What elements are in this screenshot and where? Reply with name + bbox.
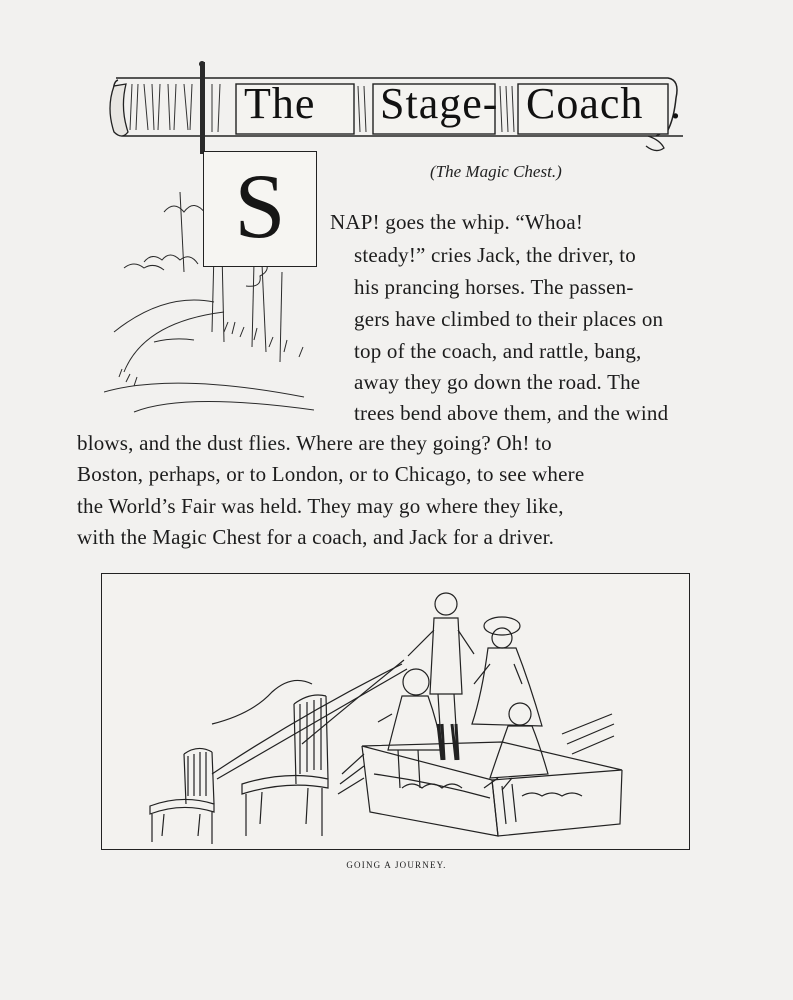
text-line: blows, and the dust flies. Where are they going? Oh! to — [77, 431, 552, 455]
title-word-the: The — [244, 79, 316, 128]
banner-pole — [200, 62, 205, 154]
text-line: the World’s Fair was held. They may go where they like, — [77, 494, 564, 518]
text-line: steady!” cries Jack, the driver, to — [354, 243, 636, 267]
title-banner — [108, 58, 683, 158]
text-line: trees bend above them, and the wind — [354, 401, 669, 425]
dropcap-box — [203, 151, 317, 267]
children-playing-coach-illustration — [102, 574, 689, 849]
text-line: with the Magic Chest for a coach, and Jack for a driver. — [77, 525, 555, 549]
title-word-stage: Stage- — [380, 79, 499, 128]
text-line: top of the coach, and rattle, bang, — [354, 339, 642, 363]
text-line: away they go down the road. The — [354, 370, 641, 394]
illustration-frame — [101, 573, 690, 850]
title-period: . — [670, 79, 682, 128]
text-line: Boston, perhaps, or to London, or to Chicago, to see where — [77, 462, 585, 486]
text-line: gers have climbed to their places on — [354, 307, 664, 331]
title-word-coach: Coach — [526, 79, 644, 128]
text-line-first: NAP! goes the whip. “Whoa! — [330, 210, 584, 234]
subtitle: (The Magic Chest.) — [430, 162, 562, 181]
dropcap-letter: S — [234, 155, 286, 257]
text-line: his prancing horses. The passen- — [354, 275, 634, 299]
illustration-caption: GOING A JOURNEY. — [346, 860, 447, 870]
